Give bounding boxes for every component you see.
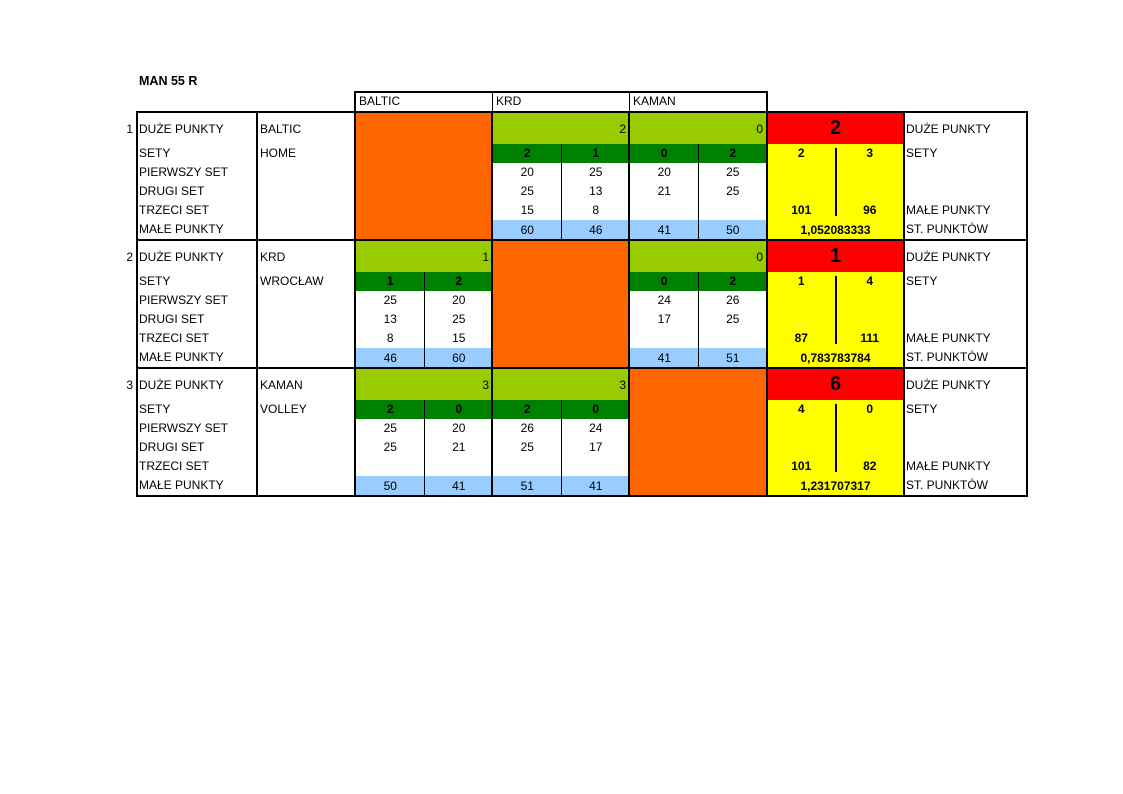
- block-border: [256, 111, 258, 241]
- score-divider: [698, 144, 699, 240]
- row-label-drugi: DRUGI SET: [139, 312, 205, 326]
- header-divider: [492, 91, 493, 112]
- score-divider: [561, 400, 562, 496]
- match-s3-value: [699, 329, 768, 348]
- match-sets-value: 0: [592, 402, 600, 416]
- match-s1-value: 20: [452, 293, 466, 307]
- match-points-value: 2: [619, 122, 626, 136]
- summary-small-lost: 96: [863, 203, 877, 217]
- match-s2-value: 25: [383, 440, 397, 454]
- match-s3-value: 8: [386, 331, 394, 345]
- block-border: [903, 111, 905, 241]
- column-header-team: BALTIC: [359, 94, 401, 108]
- self-match-cell: [493, 240, 630, 368]
- match-sets-value: 1: [592, 146, 600, 160]
- match-s3-value: 8: [592, 203, 600, 217]
- match-s1-value: 24: [589, 421, 603, 435]
- right-label-duze: DUŻE PUNKTY: [906, 250, 991, 264]
- column-header-team: KRD: [496, 94, 522, 108]
- row-label-sety: SETY: [139, 274, 171, 288]
- row-label-male: MAŁE PUNKTY: [139, 222, 224, 236]
- match-sets-value: 2: [729, 274, 737, 288]
- row-label-trzeci: TRZECI SET: [139, 459, 210, 473]
- summary-big-points: 1: [829, 245, 842, 267]
- match-sets-value: 0: [455, 402, 463, 416]
- match-s3-value: [425, 457, 494, 476]
- match-s1-value: 20: [452, 421, 466, 435]
- team-name-line2: WROCŁAW: [260, 274, 324, 288]
- summary-points-ratio: 1,231707317: [800, 479, 871, 493]
- block-border: [256, 367, 258, 497]
- right-label-male: MAŁE PUNKTY: [906, 331, 991, 345]
- match-s2-value: 13: [383, 312, 397, 326]
- match-sets-value: 2: [455, 274, 463, 288]
- summary-points-ratio: 1,052083333: [800, 223, 871, 237]
- match-s1-value: 26: [520, 421, 534, 435]
- block-border: [903, 239, 905, 369]
- row-label-pierwszy: PIERWSZY SET: [139, 421, 228, 435]
- summary-sets-lost: 4: [866, 274, 874, 288]
- self-match-cell: [356, 112, 493, 240]
- column-header-team: KAMAN: [633, 94, 676, 108]
- match-s1-value: 20: [657, 165, 671, 179]
- summary-small-lost: 111: [860, 331, 880, 345]
- score-divider: [424, 400, 425, 496]
- block-border: [1026, 111, 1028, 241]
- block-border: [136, 239, 138, 369]
- row-label-trzeci: TRZECI SET: [139, 331, 210, 345]
- match-s1-value: 25: [589, 165, 603, 179]
- block-border: [136, 367, 1028, 369]
- summary-small-lost: 82: [863, 459, 877, 473]
- match-points-value: 3: [619, 378, 626, 392]
- match-sets-value: 2: [386, 402, 394, 416]
- match-male-value: 51: [726, 351, 740, 365]
- match-s3-value: [493, 457, 562, 476]
- match-sets-value: 2: [523, 402, 531, 416]
- team-name-line2: VOLLEY: [260, 402, 307, 416]
- sheet-title: MAN 55 R: [139, 74, 198, 88]
- match-s2-value: 25: [726, 184, 740, 198]
- team-name: BALTIC: [260, 122, 302, 136]
- match-male-value: 60: [452, 351, 466, 365]
- summary-divider: [835, 148, 837, 216]
- match-male-value: 41: [657, 351, 671, 365]
- block-border: [766, 111, 768, 241]
- match-sets-value: 2: [729, 146, 737, 160]
- summary-sets-lost: 0: [866, 402, 874, 416]
- block-border: [136, 111, 1028, 113]
- right-label-duze: DUŻE PUNKTY: [906, 378, 991, 392]
- team-rank: 2: [126, 250, 133, 264]
- team-rank: 1: [126, 122, 133, 136]
- match-s2-value: 25: [520, 440, 534, 454]
- summary-sets-won: 4: [797, 402, 805, 416]
- match-s2-value: 17: [589, 440, 603, 454]
- summary-small-won: 87: [794, 331, 808, 345]
- match-sets-value: 0: [660, 274, 668, 288]
- right-label-sety: SETY: [906, 402, 938, 416]
- match-s3-value: [630, 201, 699, 220]
- summary-divider: [835, 404, 837, 472]
- match-s1-value: 26: [726, 293, 740, 307]
- right-label-duze: DUŻE PUNKTY: [906, 122, 991, 136]
- match-male-value: 46: [383, 351, 397, 365]
- row-label-sety: SETY: [139, 146, 171, 160]
- match-sets-value: 1: [386, 274, 394, 288]
- right-label-st: ST. PUNKTÓW: [906, 350, 989, 364]
- match-s3-value: [356, 457, 425, 476]
- team-name: KAMAN: [260, 378, 303, 392]
- summary-divider: [835, 276, 837, 344]
- right-label-sety: SETY: [906, 146, 938, 160]
- block-border: [628, 111, 630, 241]
- row-label-trzeci: TRZECI SET: [139, 203, 210, 217]
- block-border: [136, 367, 138, 497]
- match-s1-value: 20: [520, 165, 534, 179]
- block-border: [354, 367, 356, 497]
- match-s2-value: 21: [657, 184, 671, 198]
- block-border: [491, 111, 493, 241]
- row-label-duze: DUŻE PUNKTY: [139, 122, 224, 136]
- match-s3-value: [562, 457, 631, 476]
- match-s3-value: 15: [520, 203, 534, 217]
- block-border: [136, 111, 138, 241]
- right-label-male: MAŁE PUNKTY: [906, 459, 991, 473]
- summary-small-won: 101: [791, 459, 812, 473]
- block-border: [136, 239, 1028, 241]
- team-name: KRD: [260, 250, 286, 264]
- match-s1-value: 25: [383, 421, 397, 435]
- summary-sets-lost: 3: [866, 146, 874, 160]
- block-border: [256, 239, 258, 369]
- match-s1-value: 25: [383, 293, 397, 307]
- match-male-value: 51: [520, 479, 534, 493]
- row-label-drugi: DRUGI SET: [139, 184, 205, 198]
- score-divider: [424, 272, 425, 368]
- match-points-value: 0: [756, 250, 763, 264]
- match-s2-value: 17: [657, 312, 671, 326]
- row-label-sety: SETY: [139, 402, 171, 416]
- header-border: [354, 91, 356, 112]
- match-s2-value: 13: [589, 184, 603, 198]
- header-divider: [629, 91, 630, 112]
- match-male-value: 41: [657, 223, 671, 237]
- right-label-st: ST. PUNKTÓW: [906, 478, 989, 492]
- match-s3-value: [630, 329, 699, 348]
- match-s3-value: [699, 201, 768, 220]
- block-border: [1026, 239, 1028, 369]
- right-label-sety: SETY: [906, 274, 938, 288]
- match-points-value: 3: [482, 378, 489, 392]
- summary-sets-won: 2: [797, 146, 805, 160]
- team-rank: 3: [126, 378, 133, 392]
- block-border: [628, 367, 630, 497]
- summary-small-won: 101: [791, 203, 812, 217]
- table-bottom-border: [136, 495, 1028, 497]
- match-points-value: 0: [756, 122, 763, 136]
- header-top-border: [354, 91, 768, 93]
- match-sets-value: 2: [523, 146, 531, 160]
- header-border: [766, 91, 768, 112]
- row-label-male: MAŁE PUNKTY: [139, 478, 224, 492]
- row-label-drugi: DRUGI SET: [139, 440, 205, 454]
- row-label-duze: DUŻE PUNKTY: [139, 378, 224, 392]
- block-border: [491, 239, 493, 369]
- block-border: [354, 239, 356, 369]
- match-male-value: 46: [589, 223, 603, 237]
- right-label-male: MAŁE PUNKTY: [906, 203, 991, 217]
- score-divider: [698, 272, 699, 368]
- match-s2-value: 25: [520, 184, 534, 198]
- row-label-duze: DUŻE PUNKTY: [139, 250, 224, 264]
- row-label-pierwszy: PIERWSZY SET: [139, 165, 228, 179]
- team-name-line2: HOME: [260, 146, 296, 160]
- right-label-st: ST. PUNKTÓW: [906, 222, 989, 236]
- match-male-value: 50: [726, 223, 740, 237]
- block-border: [354, 111, 356, 241]
- match-male-value: 50: [383, 479, 397, 493]
- match-sets-value: 0: [660, 146, 668, 160]
- match-male-value: 60: [520, 223, 534, 237]
- block-border: [903, 367, 905, 497]
- summary-points-ratio: 0,783783784: [800, 351, 871, 365]
- summary-sets-won: 1: [797, 274, 805, 288]
- block-border: [766, 239, 768, 369]
- block-border: [628, 239, 630, 369]
- match-s2-value: 25: [452, 312, 466, 326]
- block-border: [1026, 367, 1028, 497]
- score-divider: [561, 144, 562, 240]
- row-label-male: MAŁE PUNKTY: [139, 350, 224, 364]
- row-label-pierwszy: PIERWSZY SET: [139, 293, 228, 307]
- match-s1-value: 25: [726, 165, 740, 179]
- block-border: [491, 367, 493, 497]
- summary-big-points: 2: [829, 117, 842, 139]
- match-male-value: 41: [452, 479, 466, 493]
- block-border: [766, 367, 768, 497]
- self-match-cell: [630, 368, 767, 496]
- match-male-value: 41: [589, 479, 603, 493]
- match-s3-value: 15: [452, 331, 466, 345]
- match-s1-value: 24: [657, 293, 671, 307]
- match-points-value: 1: [482, 250, 489, 264]
- match-s2-value: 21: [452, 440, 466, 454]
- summary-big-points: 6: [829, 373, 842, 395]
- match-s2-value: 25: [726, 312, 740, 326]
